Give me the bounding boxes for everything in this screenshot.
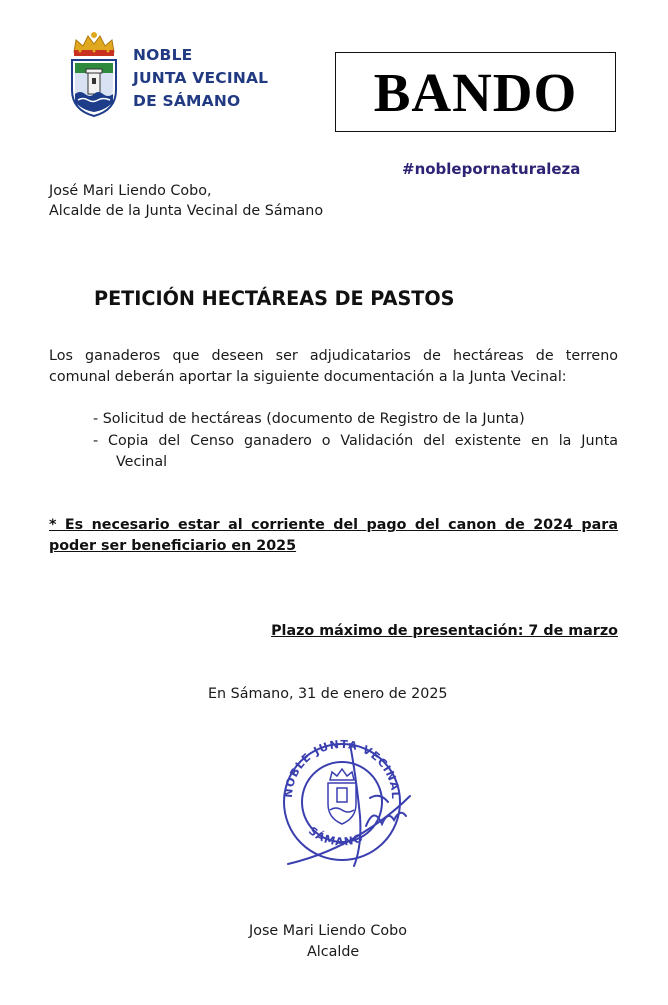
sender-name: José Mari Liendo Cobo,	[49, 183, 212, 199]
notice-line-1: * Es necesario estar al corriente del pago del canon de 2024 para	[49, 517, 618, 533]
requirement-item-2-line-2: Vecinal	[116, 454, 168, 470]
official-stamp-signature	[270, 736, 430, 871]
document-type-title: BANDO	[373, 61, 578, 123]
stamp-ring-text-top: NOBLE JUNTA VECINAL	[281, 737, 403, 800]
signatory-role: Alcalde	[307, 944, 360, 960]
intro-line-2: comunal deberán aportar la siguiente documentación a la Junta Vecinal:	[49, 369, 567, 385]
document-heading: PETICIÓN HECTÁREAS DE PASTOS	[94, 287, 455, 310]
org-name-line-2: JUNTA VECINAL	[133, 69, 269, 87]
stamp-ring-text-bottom: SÁMANO	[305, 824, 366, 849]
sender-role: Alcalde de la Junta Vecinal de Sámano	[49, 203, 324, 219]
notice-line-2: poder ser beneficiario en 2025	[49, 538, 297, 554]
coat-of-arms-icon	[66, 30, 122, 118]
place-date: En Sámano, 31 de enero de 2025	[208, 686, 448, 702]
signatory-name: Jose Mari Liendo Cobo	[249, 923, 407, 939]
intro-line-1: Los ganaderos que deseen ser adjudicatarios de hectáreas de terreno	[49, 348, 618, 364]
requirement-item-2-line-1: - Copia del Censo ganadero o Validación del existente en la Junta	[93, 433, 618, 449]
requirement-item-1: - Solicitud de hectáreas (documento de Registro de la Junta)	[93, 411, 525, 427]
deadline: Plazo máximo de presentación: 7 de marzo	[271, 623, 618, 639]
org-name-line-3: DE SÁMANO	[133, 92, 241, 110]
hashtag: #noblepornaturaleza	[402, 160, 581, 178]
document-type-box	[335, 52, 616, 132]
org-name-line-1: NOBLE	[133, 46, 193, 64]
